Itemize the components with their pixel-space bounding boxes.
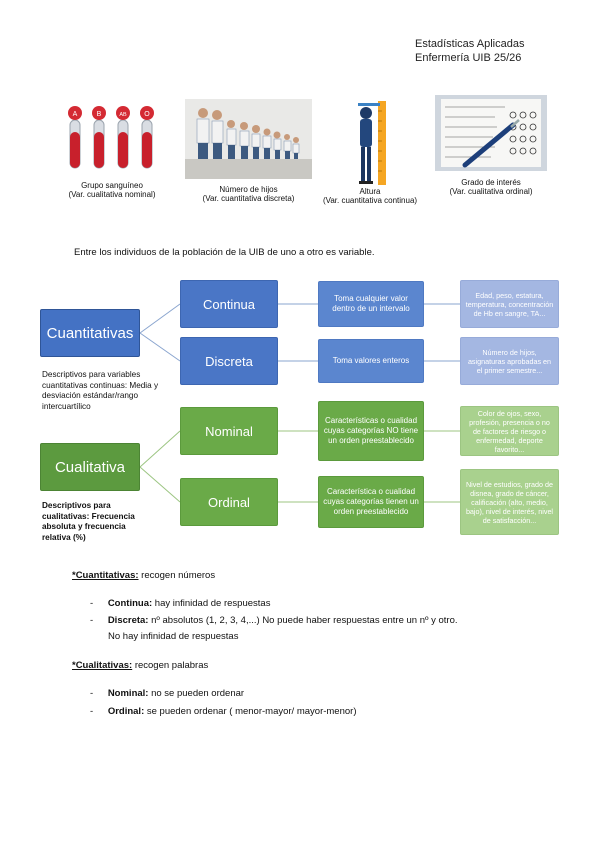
height-measure-image <box>340 97 400 189</box>
tube-label: AB <box>119 112 127 118</box>
note-continua: - Continua: hay infinidad de respuestas <box>90 598 271 609</box>
ordinal-examples-box: Nivel de estudios, grado de disnea, grado de cáncer, calificación (alto, medio, bajo), nivel de interés, nivel de satisfacción... <box>460 469 559 535</box>
bullet: - <box>90 688 94 699</box>
note-discreta: - Discreta: nº absolutos (1, 2, 3, 4,...) No puede haber respuestas entre un nº y otro. <box>90 615 458 626</box>
caption-interest-level: Grado de interés (Var. cualitativa ordinal) <box>449 178 533 196</box>
intro-sentence: Entre los individuos de la población de la UIB de uno a otro es variable. <box>74 247 375 258</box>
nominal-box: Nominal <box>180 407 278 455</box>
discreta-definition-box: Toma valores enteros <box>318 339 424 383</box>
caption-blood-group: Grupo sanguíneo (Var. cualitativa nominal) <box>68 181 156 199</box>
note-ordinal: - Ordinal: se pueden ordenar ( menor-mayor/ mayor-menor) <box>90 706 357 717</box>
bullet: - <box>90 598 94 609</box>
document-header <box>415 37 524 65</box>
blood-tubes-image <box>56 100 168 176</box>
ordinal-definition-box: Característica o cualidad cuyas categorías tienen un orden preestablecido <box>318 476 424 528</box>
continua-box: Continua <box>180 280 278 328</box>
tube-label: B <box>96 111 102 118</box>
caption-height: Altura (Var. cuantitativa continua) <box>322 187 418 205</box>
survey-form-image <box>435 95 547 171</box>
cualitativa-descriptives: Descriptivos para cualitativas: Frecuencia absoluta y frecuencia relativa (%) <box>42 501 135 542</box>
course-title: Estadísticas Aplicadas <box>415 38 525 50</box>
note-cualitativas: *Cualitativas: recogen palabras <box>72 660 209 671</box>
nominal-examples-box: Color de ojos, sexo, profesión, presencia o no de factores de riesgo o enfermedad, deporte favorito... <box>460 406 559 456</box>
cualitativa-box: Cualitativa <box>40 443 140 491</box>
bullet: - <box>90 706 94 717</box>
tube-label: A <box>72 111 78 118</box>
family-photo-image <box>185 99 312 179</box>
continua-definition-box: Toma cualquier valor dentro de un intervalo <box>318 281 424 327</box>
continua-examples-box: Edad, peso, estatura, temperatura, concentración de Hb en sangre, TA... <box>460 280 559 328</box>
discreta-examples-box: Número de hijos, asignaturas aprobadas en el primer semestre... <box>460 337 559 385</box>
note-discreta-continued: No hay infinidad de respuestas <box>108 631 239 642</box>
variables-diagram <box>36 275 568 558</box>
tube-label: O <box>144 111 150 118</box>
cuantitativas-box: Cuantitativas <box>40 309 140 357</box>
note-cuantitativas: *Cuantitativas: recogen números <box>72 570 216 581</box>
nominal-definition-box: Características o cualidad cuyas categorías NO tiene un orden preestablecido <box>318 401 424 461</box>
bullet: - <box>90 615 94 626</box>
ordinal-box: Ordinal <box>180 478 278 526</box>
caption-number-of-children: Número de hijos (Var. cuantitativa discreta) <box>202 185 295 203</box>
cuantitativas-descriptives: Descriptivos para variables cuantitativas continuas: Media y desviación estándar/rango intercuartílico <box>42 370 159 411</box>
note-nominal: - Nominal: no se pueden ordenar <box>90 688 245 699</box>
course-subtitle: Enfermería UIB 25/26 <box>415 52 522 64</box>
discreta-box: Discreta <box>180 337 278 385</box>
